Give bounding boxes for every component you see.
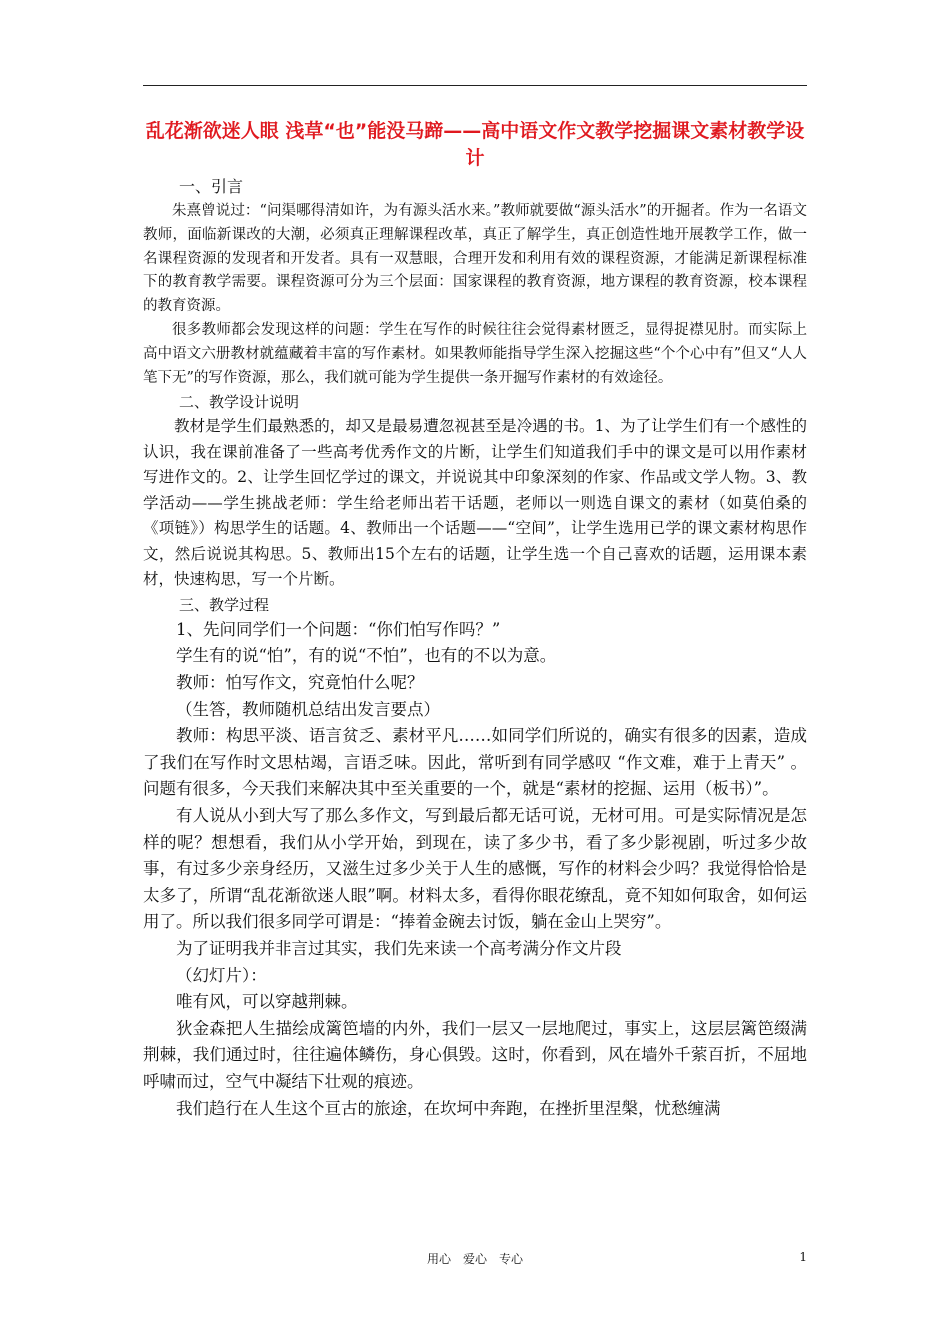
footer-slogan: 用心 爱心 专心 <box>426 1252 523 1266</box>
paragraph: 教材是学生们最熟悉的，却又是最易遭忽视甚至是冷遇的书。1、为了让学生们有一个感性的认识，我在课前准备了一些高考优秀作文的片断，让学生们知道我们手中的课文是可以用作素材写进作文的。2、让学生回忆学过的课文，并说说其中印象深刻的作家、作品或文学人物。3、教学活动——学生挑战老师：学生给老师出若干话题，老师以一则选自课文的素材（如莫伯桑的《项链》）构思学生的话题。4、教师出一个话题——“空间”，让学生选用已学的课文素材构思作文，然后说说其构思。5、教师出15个左右的话题，让学生选一个自己喜欢的话题，运用课本素材，快速构思，写一个片断。 <box>143 417 807 589</box>
paragraph: 为了证明我并非言过其实，我们先来读一个高考满分作文片段 <box>176 939 622 958</box>
paragraph: （生答，教师随机总结出发言要点） <box>176 699 440 719</box>
section-heading-design: 二、教学设计说明 <box>179 393 300 412</box>
paragraph: 唯有风，可以穿越荆棘。 <box>176 992 358 1012</box>
document-body <box>143 118 807 1122</box>
paragraph: 有人说从小到大写了那么多作文，写到最后都无话可说，无材可用。可是实际情况是怎样的呢？想想看，我们从小学开始，到现在，读了多少书，看了多少影视剧，听过多少故事，有过多少亲身经历，又滋生过多少关于人生的感慨，写作的材料会少吗？我觉得恰恰是太多了，所谓“乱花渐欲迷人眼”啊。材料太多，看得你眼花缭乱，竟不知如何取舍，如何运用了。所以我们很多同学可谓是：“捧着金碗去讨饭，躺在金山上哭穷”。 <box>143 806 807 932</box>
section-heading-process: 三、教学过程 <box>179 595 270 614</box>
section-heading-intro: 一、引言 <box>179 177 244 196</box>
page-number: 1 <box>799 1250 807 1264</box>
paragraph: 狄金森把人生描绘成篱笆墙的内外，我们一层又一层地爬过，事实上，这层层篱笆缀满荆棘，我们通过时，往往遍体鳞伤，身心俱毁。这时，你看到，风在墙外千萦百折，不屈地呼啸而过，空气中凝结下壮观的痕迹。 <box>143 1018 807 1091</box>
header-rule <box>143 85 807 86</box>
paragraph: 教师：怕写作文，究竟怕什么呢？ <box>176 673 424 693</box>
paragraph: 很多教师都会发现这样的问题：学生在写作的时候往往会觉得素材匮乏，显得捉襟见肘。而实际上高中语文六册教材就蕴藏着丰富的写作素材。如果教师能指导学生深入挖掘这些“个个心中有”但又“人人笔下无”的写作资源，那么，我们就可能为学生提供一条开掘写作素材的有效途径。 <box>143 321 807 386</box>
paragraph: 朱熹曾说过：“问渠哪得清如许，为有源头活水来。”教师就要做“源头活水”的开掘者。作为一名语文教师，面临新课改的大潮，必须真正理解课程改革，真正了解学生，真正创造性地开展教学工作，做一名课程资源的发现者和开发者。具有一双慧眼，合理开发和利用有效的课程资源，才能满足新课程标准下的教育教学需要。课程资源可分为三个层面：国家课程的教育资源，地方课程的教育资源，校本课程的教育资源。 <box>143 203 807 315</box>
page-footer <box>0 1250 950 1270</box>
paragraph: 1、先问同学们一个问题：“你们怕写作吗？” <box>176 619 501 639</box>
paragraph: （幻灯片）： <box>176 965 267 985</box>
paragraph: 教师：构思平淡、语言贫乏、素材平凡……如同学们所说的，确实有很多的因素，造成了我们在写作时文思枯竭，言语乏味。因此，常听到有同学感叹 “作文难，难于上青天” 。问题有很多，今天我们来解决其中至关重要的一个，就是“素材的挖掘、运用（板书）”。 <box>143 726 807 799</box>
paragraph: 学生有的说“怕”，有的说“不怕”，也有的不以为意。 <box>176 646 557 666</box>
paragraph: 我们趋行在人生这个亘古的旅途，在坎坷中奔跑，在挫折里涅槃，忧愁缠满 <box>176 1098 721 1118</box>
document-title: 乱花渐欲迷人眼 浅草“也”能没马蹄——高中语文作文教学挖掘课文素材教学设计 <box>145 120 805 169</box>
